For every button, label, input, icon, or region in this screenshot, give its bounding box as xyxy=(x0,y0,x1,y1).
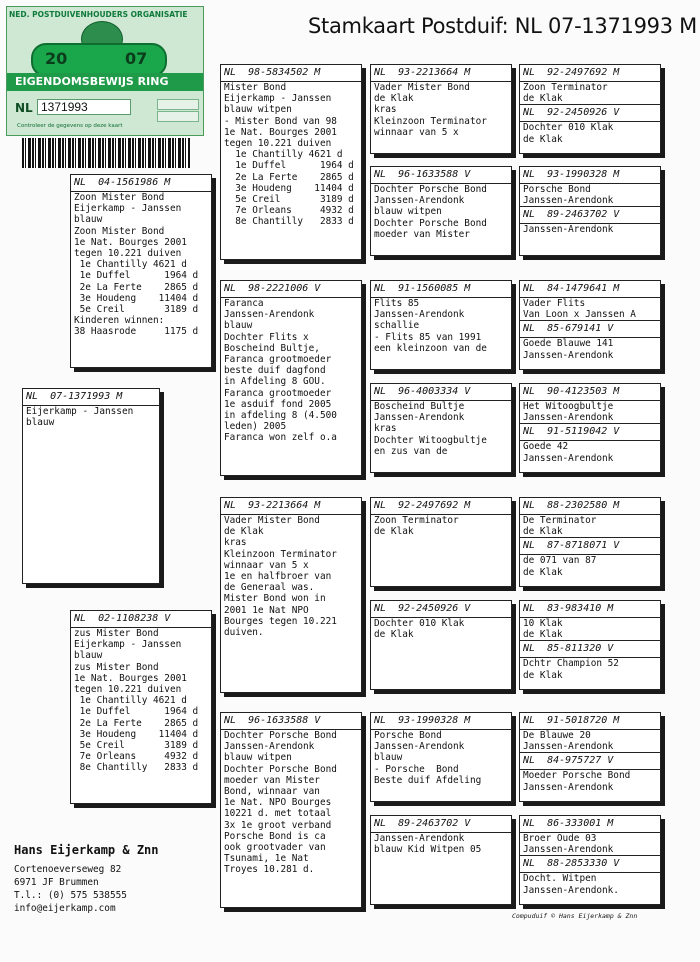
info-line: Dochter Porsche Bond xyxy=(224,730,337,741)
info-line: Dochter Porsche Bond xyxy=(374,217,487,229)
info-line: Porsche Bond xyxy=(374,730,442,741)
info-line: 5e Creil 3189 d xyxy=(74,304,199,316)
info-line: Troyes 10.281 d. xyxy=(224,864,315,876)
ring-number: NL 92-2450926 V xyxy=(371,601,511,618)
ring-ownership-stamp xyxy=(6,6,204,136)
great-grandparent-card xyxy=(370,497,512,587)
info-line: Dchtr Champion 52 xyxy=(523,658,619,670)
ring-number: NL 85-811320 V xyxy=(520,641,660,658)
ring-number: NL 07-1371993 M xyxy=(23,389,159,406)
info-line: blauw xyxy=(224,320,253,332)
stamp-country: NL xyxy=(15,101,33,115)
ring-number: NL 93-1990328 M xyxy=(371,713,511,730)
info-line: Zoon Terminator xyxy=(523,82,608,93)
info-line: Faranca won zelf o.a xyxy=(224,432,337,444)
info-line: winnaar van 5 x xyxy=(374,126,459,138)
info-line: Faranca xyxy=(224,298,264,309)
info-line: Zoon Mister Bond xyxy=(74,192,165,203)
ring-number: NL 90-4123503 M xyxy=(520,384,660,401)
ring-number: NL 96-1633588 V xyxy=(221,713,361,730)
info-line: 8e Chantilly 2833 d xyxy=(74,762,199,774)
info-line: 2e La Ferte 2865 d xyxy=(224,171,354,183)
barcode-icon xyxy=(22,138,190,168)
owner-city: 6971 JF Brummen xyxy=(14,877,99,888)
info-line: Faranca grootmoeder xyxy=(224,354,332,366)
info-line: Dochter 010 Klak xyxy=(523,122,614,134)
info-line: de Klak xyxy=(523,133,563,145)
info-line: Janssen-Arendonk xyxy=(523,349,614,361)
info-line: 1e Nat. Bourges 2001 xyxy=(224,126,337,138)
info-line: 3e Houdeng 11404 d xyxy=(74,728,199,740)
grandparent-card xyxy=(220,712,362,908)
great-grandparent-card xyxy=(370,383,512,473)
info-line: ook grootvader van xyxy=(224,842,326,854)
info-line: Het Witoogbultje xyxy=(523,401,614,412)
info-line: tegen 10.221 duiven xyxy=(74,684,182,696)
info-line: Janssen-Arendonk xyxy=(523,412,614,424)
info-line: blauw xyxy=(26,417,55,429)
info-line: Tsunami, 1e Nat xyxy=(224,853,309,865)
owner-block xyxy=(14,843,159,915)
info-line: zus Mister Bond xyxy=(74,628,159,639)
info-line: duiven. xyxy=(224,627,264,639)
info-line: in afdeling 8 (4.500 xyxy=(224,410,337,422)
ggg-pair-card xyxy=(519,383,661,473)
info-line: 1e Nat. NPO Bourges xyxy=(224,797,332,809)
info-line: Moeder Porsche Bond xyxy=(523,770,631,782)
stamp-org: NED. POSTDUIVENHOUDERS ORGANISATIE xyxy=(9,10,188,19)
info-line: en zus van de xyxy=(374,445,448,457)
info-line: Janssen-Arendonk xyxy=(523,781,614,793)
info-line: 2e La Ferte 2865 d xyxy=(74,281,199,293)
info-line: - Flits 85 van 1991 xyxy=(374,331,482,343)
info-line: beste duif dagfond xyxy=(224,365,326,377)
ring-number: NL 93-1990328 M xyxy=(520,167,660,184)
great-grandparent-card xyxy=(370,600,512,690)
great-grandparent-card xyxy=(370,166,512,256)
info-line: Dochter Flits x xyxy=(224,331,309,343)
info-line: Mister Bond xyxy=(224,82,287,93)
info-line: Janssen-Arendonk xyxy=(523,844,614,856)
info-line: Dochter 010 Klak xyxy=(374,618,465,629)
info-line: schallie xyxy=(374,320,420,332)
info-line: Eijerkamp - Janssen xyxy=(224,93,332,105)
info-line: kras xyxy=(224,537,247,549)
info-line: Janssen-Arendonk xyxy=(374,412,465,424)
info-line: tegen 10.221 duiven xyxy=(224,138,332,150)
info-line: Porsche Bond is ca xyxy=(224,830,326,842)
info-line: Porsche Bond xyxy=(523,184,591,195)
info-line: blauw xyxy=(374,752,403,764)
info-line: Docht. Witpen xyxy=(523,873,597,885)
info-line: moeder van Mister xyxy=(224,774,320,786)
info-line: de Klak xyxy=(523,629,563,641)
info-line: - Mister Bond van 98 xyxy=(224,115,337,127)
info-line: de Klak xyxy=(523,566,563,578)
info-line: Eijerkamp - Janssen xyxy=(74,203,182,215)
ggg-pair-card xyxy=(519,280,661,370)
ring-number: NL 83-983410 M xyxy=(520,601,660,618)
info-line: 1e Duffel 1964 d xyxy=(224,160,354,172)
info-line: Broer Oude 03 xyxy=(523,833,597,844)
info-line: De Blauwe 20 xyxy=(523,730,591,741)
info-line: 7e Orleans 4932 d xyxy=(224,205,354,217)
ring-number: NL 84-975727 V xyxy=(520,753,660,770)
page-title: Stamkaart Postduif: NL 07-1371993 M xyxy=(308,14,697,38)
info-line: 10 Klak xyxy=(523,618,563,629)
info-line: leden) 2005 xyxy=(224,421,287,433)
ring-number: NL 96-4003334 V xyxy=(371,384,511,401)
ggg-pair-card xyxy=(519,64,661,154)
info-line: Dochter Porsche Bond xyxy=(374,184,487,195)
info-line: 1e Chantilly 4621 d xyxy=(224,149,343,161)
info-line: 38 Haasrode 1175 d xyxy=(74,326,199,338)
info-line: winnaar van 5 x xyxy=(224,559,309,571)
great-grandparent-card xyxy=(370,815,512,905)
great-grandparent-card xyxy=(370,712,512,802)
info-line: 1e Nat. Bourges 2001 xyxy=(74,672,187,684)
info-line: Janssen-Arendonk xyxy=(523,224,614,236)
info-line: 1e Duffel 1964 d xyxy=(74,706,199,718)
info-line: de Klak xyxy=(224,526,264,538)
ring-number: NL 92-2497692 M xyxy=(520,65,660,82)
info-line: Bond, winnaar van xyxy=(224,786,320,798)
info-line: 8e Chantilly 2833 d xyxy=(224,216,354,228)
info-line: een kleinzoon van de xyxy=(374,342,487,354)
info-line: 1e en halfbroer van xyxy=(224,571,332,583)
info-line: 7e Orleans 4932 d xyxy=(74,751,199,763)
info-line: Boscheind Bultje, xyxy=(224,342,320,354)
stamp-ring-number: 1371993 xyxy=(37,99,131,115)
ring-number: NL 98-2221006 V xyxy=(221,281,361,298)
info-line: Eijerkamp - Janssen xyxy=(74,639,182,651)
info-line: Goede 42 xyxy=(523,441,569,453)
info-line: Vader Mister Bond xyxy=(224,515,320,526)
info-line: 3x 1e groot verband xyxy=(224,819,332,831)
ring-number: NL 89-2463702 V xyxy=(371,816,511,833)
stamp-year-right: 07 xyxy=(125,49,148,68)
stamp-checkbox xyxy=(157,111,199,122)
parent-card-father xyxy=(70,174,212,368)
info-line: 3e Houdeng 11404 d xyxy=(74,292,199,304)
ring-number: NL 91-5018720 M xyxy=(520,713,660,730)
info-line: Zoon Terminator xyxy=(374,515,459,526)
great-grandparent-card xyxy=(370,280,512,370)
info-line: Vader Mister Bond xyxy=(374,82,470,93)
info-line: zus Mister Bond xyxy=(74,661,159,673)
ggg-pair-card xyxy=(519,600,661,690)
great-grandparent-card xyxy=(370,64,512,154)
info-line: Van Loon x Janssen A xyxy=(523,309,636,321)
info-line: Bourges tegen 10.221 xyxy=(224,615,337,627)
info-line: in Afdeling 8 GOU. xyxy=(224,376,326,388)
info-line: moeder van Mister xyxy=(374,228,470,240)
info-line: Janssen-Arendonk xyxy=(523,452,614,464)
ring-number: NL 88-2302580 M xyxy=(520,498,660,515)
ring-number: NL 02-1108238 V xyxy=(71,611,211,628)
info-line: de 071 van 87 xyxy=(523,555,597,567)
info-line: Janssen-Arendonk xyxy=(523,195,614,207)
ring-number: NL 04-1561986 M xyxy=(71,175,211,192)
info-line: Janssen-Arendonk xyxy=(224,309,315,321)
info-line: blauw witpen xyxy=(224,104,292,116)
info-line: Vader Flits xyxy=(523,298,586,309)
info-line: 1e Duffel 1964 d xyxy=(74,270,199,282)
info-line: 2e La Ferte 2865 d xyxy=(74,717,199,729)
info-line: Goede Blauwe 141 xyxy=(523,338,614,350)
info-line: Kleinzoon Terminator xyxy=(224,548,337,560)
ring-number: NL 91-1560085 M xyxy=(371,281,511,298)
info-line: Zoon Mister Bond xyxy=(74,225,165,237)
info-line: blauw xyxy=(74,214,103,226)
ggg-pair-card xyxy=(519,815,661,905)
info-line: De Terminator xyxy=(523,515,597,526)
info-line: Janssen-Arendonk. xyxy=(523,884,619,896)
info-line: 3e Houdeng 11404 d xyxy=(224,182,354,194)
ring-number: NL 86-333001 M xyxy=(520,816,660,833)
info-line: kras xyxy=(374,104,397,116)
info-line: Mister Bond won in xyxy=(224,593,326,605)
info-line: 1e Chantilly 4621 d xyxy=(74,695,187,707)
info-line: de Klak xyxy=(523,93,563,105)
owner-address: Cortenoeverseweg 82 xyxy=(14,864,122,875)
info-line: de Klak xyxy=(374,526,414,538)
info-line: 5e Creil 3189 d xyxy=(74,740,199,752)
info-line: Dochter Porsche Bond xyxy=(224,763,337,775)
info-line: Janssen-Arendonk xyxy=(374,833,465,844)
info-line: de Klak xyxy=(523,526,563,538)
subject-card xyxy=(22,388,160,584)
info-line: de Klak xyxy=(523,669,563,681)
ring-number: NL 85-679141 V xyxy=(520,321,660,338)
info-line: blauw witpen xyxy=(374,206,442,218)
owner-email[interactable]: info@eijerkamp.com xyxy=(14,903,116,914)
ring-number: NL 93-2213664 M xyxy=(221,498,361,515)
info-line: Kleinzoon Terminator xyxy=(374,115,487,127)
parent-card-mother xyxy=(70,610,212,804)
ring-number: NL 96-1633588 V xyxy=(371,167,511,184)
info-line: 1e asduif fond 2005 xyxy=(224,398,332,410)
ring-number: NL 93-2213664 M xyxy=(371,65,511,82)
info-line: Kinderen winnen: xyxy=(74,315,165,327)
grandparent-card xyxy=(220,280,362,476)
info-line: 1e Nat. Bourges 2001 xyxy=(74,236,187,248)
info-line: Dochter Witoogbultje xyxy=(374,434,487,446)
info-line: Beste duif Afdeling xyxy=(374,774,482,786)
info-line: de Klak xyxy=(374,93,414,105)
grandparent-card xyxy=(220,64,362,260)
ring-number: NL 88-2853330 V xyxy=(520,856,660,873)
info-line: - Porsche Bond xyxy=(374,763,459,775)
ring-number: NL 87-8718071 V xyxy=(520,538,660,555)
info-line: Faranca grootmoeder xyxy=(224,387,332,399)
info-line: blauw Kid Witpen 05 xyxy=(374,844,482,856)
info-line: 5e Creil 3189 d xyxy=(224,194,354,206)
info-line: tegen 10.221 duiven xyxy=(74,248,182,260)
info-line: Janssen-Arendonk xyxy=(374,309,465,321)
ring-number: NL 98-5834502 M xyxy=(221,65,361,82)
stamp-fine-print: Controleer de gegevens op deze kaart xyxy=(17,123,123,129)
info-line: Janssen-Arendonk xyxy=(374,741,465,753)
grandparent-card xyxy=(220,497,362,693)
stamp-checkbox xyxy=(157,99,199,110)
info-line: de Generaal was. xyxy=(224,582,315,594)
info-line: Flits 85 xyxy=(374,298,420,309)
info-line: Janssen-Arendonk xyxy=(523,741,614,753)
info-line: 10221 d. met totaal xyxy=(224,808,332,820)
ring-number: NL 92-2497692 M xyxy=(371,498,511,515)
info-line: Janssen-Arendonk xyxy=(224,741,315,753)
info-line: 1e Chantilly 4621 d xyxy=(74,259,187,271)
info-line: 2001 1e Nat NPO xyxy=(224,604,309,616)
ggg-pair-card xyxy=(519,712,661,802)
info-line: Janssen-Arendonk xyxy=(374,195,465,207)
info-line: blauw witpen xyxy=(224,752,292,764)
info-line: Eijerkamp - Janssen xyxy=(26,406,134,417)
ring-number: NL 89-2463702 V xyxy=(520,207,660,224)
stamp-year-left: 20 xyxy=(45,49,68,68)
ring-number: NL 91-5119042 V xyxy=(520,424,660,441)
ring-number: NL 84-1479641 M xyxy=(520,281,660,298)
stamp-label: EIGENDOMSBEWIJS RING xyxy=(15,75,169,88)
footer-credit: Compuduif © Hans Eijerkamp & Znn xyxy=(512,912,638,920)
info-line: Boscheind Bultje xyxy=(374,401,465,412)
owner-phone: T.l.: (0) 575 538555 xyxy=(14,890,127,901)
info-line: de Klak xyxy=(374,629,414,641)
ring-number: NL 92-2450926 V xyxy=(520,105,660,122)
info-line: kras xyxy=(374,423,397,435)
info-line: blauw xyxy=(74,650,103,662)
owner-name: Hans Eijerkamp & Znn xyxy=(14,843,159,857)
ggg-pair-card xyxy=(519,166,661,256)
ggg-pair-card xyxy=(519,497,661,587)
